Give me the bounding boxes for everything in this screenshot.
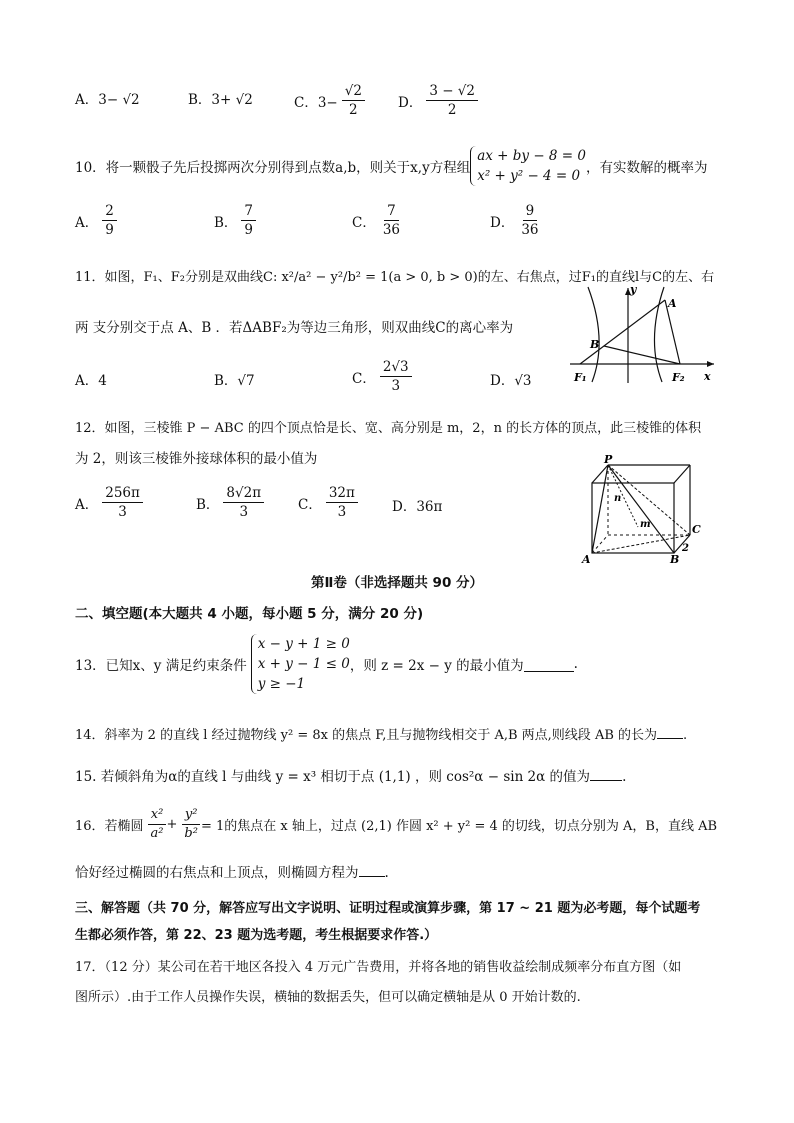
section2-title: 二、填空题(本大题共 4 小题，每小题 5 分，满分 20 分): [75, 606, 424, 622]
line-f1-a: [580, 300, 665, 364]
vertex-b-label: B: [670, 553, 680, 565]
edge-top-right: [674, 465, 690, 483]
front-face: [592, 483, 674, 553]
y-label: y: [630, 285, 637, 296]
q16-stem-line2: 恰好经过椭圆的右焦点和上顶点，则椭圆方程为 .: [75, 861, 389, 881]
q13-answer-blank[interactable]: [524, 657, 574, 672]
q11-option-c: C． $\frac{2√3}{3}$: [352, 358, 412, 395]
q14-stem: 14．斜率为 2 的直线 l 经过抛物线 y² = 8x 的焦点 F,且与抛物线相交于 A,B 两点,则线段 AB 的长为 .: [75, 724, 687, 743]
q10-equation-system: ax + by − 8 = 0 x² + y² − 4 = 0: [470, 146, 586, 186]
q9-option-d: D． $\frac{3 - √2}{2}$: [398, 82, 478, 119]
q12-cuboid-figure: [578, 455, 708, 565]
q11-stem-line2: 两 支分别交于点 A、B ．若ΔABF₂为等边三角形，则双曲线C的离心率为: [75, 320, 514, 336]
line-b-f2: [604, 346, 680, 364]
point-a-label: A: [668, 297, 677, 310]
q10-option-b: B． $\frac{7}{9}$: [214, 202, 256, 239]
f1-label: F₁: [574, 371, 587, 384]
edge-ac: [592, 535, 690, 553]
q11-option-a: A．4: [75, 373, 107, 389]
q9-option-b: B．3+ √2: [188, 92, 253, 108]
edge-pb: [608, 465, 674, 553]
q17-stem-line2: 图所示）.由于工作人员操作失误，横轴的数据丢失，但可以确定横轴是从 0 开始计数的.: [75, 990, 581, 1005]
vertex-a-label: A: [582, 553, 591, 565]
edge-pa: [592, 465, 608, 553]
q12-stem-line2: 为 2，则该三棱锥外接球体积的最小值为: [75, 451, 318, 467]
f2-label: F₂: [672, 371, 685, 384]
left-branch: [588, 287, 599, 382]
x-label: x: [704, 370, 711, 383]
q10-option-c: C． $\frac{7}{36}$: [352, 203, 401, 238]
section3-title-line1: 三、解答题（共 70 分，解答应写出文字说明、证明过程或演算步骤，第 17 ~ 21 题为必考题，每个试题考: [75, 901, 701, 916]
q9-option-a: A．3− √2: [75, 92, 140, 108]
q12-option-d: D．36π: [392, 499, 443, 515]
q16-answer-blank[interactable]: [359, 862, 385, 877]
q15-answer-blank[interactable]: [590, 766, 622, 781]
q10-option-a: A． $\frac{2}{9}$: [75, 202, 117, 239]
q14-answer-blank[interactable]: [657, 724, 683, 739]
q11-option-b: B．√7: [214, 373, 255, 389]
q17-stem-line1: 17．（12 分）某公司在若干地区各投入 4 万元广告费用，并将各地的销售收益绘制成频率分布直方图（如: [75, 960, 682, 975]
q12-option-b: B． $\frac{8√2\pi}{3}$: [196, 484, 264, 521]
q13-constraints: x − y + 1 ≥ 0 x + y − 1 ≤ 0 y ≥ −1: [251, 634, 350, 694]
q12-option-c: C． $\frac{32\pi}{3}$: [298, 484, 358, 521]
vertex-c-label: C: [692, 523, 701, 536]
height-line: [608, 465, 638, 527]
width-2-label: 2: [682, 543, 689, 554]
part2-title: 第Ⅱ卷（非选择题共 90 分）: [310, 575, 484, 591]
q11-hyperbola-figure: [568, 285, 718, 385]
q12-option-a: A． $\frac{256\pi}{3}$: [75, 484, 143, 521]
q11-option-d: D．√3: [490, 373, 532, 389]
x-axis-arrow-icon: [707, 361, 714, 367]
vertex-p-label: P: [604, 455, 613, 466]
section3-title-line2: 生都必须作答，第 22、23 题为选考题，考生根据要求作答.）: [75, 928, 438, 943]
q16-stem-line1: 16．若椭圆 $\frac{\text{x²}}{\text{a²}}$ + $\frac{\text{y²}}{\text{b²}}$ = 1的焦点在 x 轴上，过点 (2,1) 作圆 x² + y² = 4 的切线，切点分别为 A，B，直线 AB: [75, 807, 718, 841]
q10-option-d: D． $\frac{9}{36}$: [490, 203, 539, 238]
height-n-label: n: [614, 493, 622, 504]
point-b-label: B: [590, 338, 600, 351]
q12-stem-line1: 12．如图，三棱锥 P − ABC 的四个顶点恰是长、宽、高分别是 m，2，n 的长方体的顶点，此三棱锥的体积: [75, 421, 702, 436]
q10-stem: 10．将一颗骰子先后投掷两次分别得到点数a,b，则关于x,y方程组 ax + by − 8 = 0 x² + y² − 4 = 0 ，有实数解的概率为: [75, 148, 708, 184]
length-m-label: m: [640, 519, 651, 530]
q15-stem: 15. 若倾斜角为α的直线 l 与曲线 y = x³ 相切于点 (1,1) ，则 cos²α − sin 2α 的值为 .: [75, 765, 626, 785]
q11-stem-line1: 11．如图，F₁、F₂分别是双曲线C: x²/a² − y²/b² = 1(a > 0, b > 0)的左、右焦点，过F₁的直线l与C的左、右: [75, 270, 715, 285]
q13-stem: 13．已知x、y 满足约束条件 x − y + 1 ≥ 0 x + y − 1 ≤ 0 y ≥ −1 ，则 z = 2x − y 的最小值为 .: [75, 636, 578, 692]
q9-option-c: C．3− $\frac{√2}{2}$: [294, 82, 365, 119]
